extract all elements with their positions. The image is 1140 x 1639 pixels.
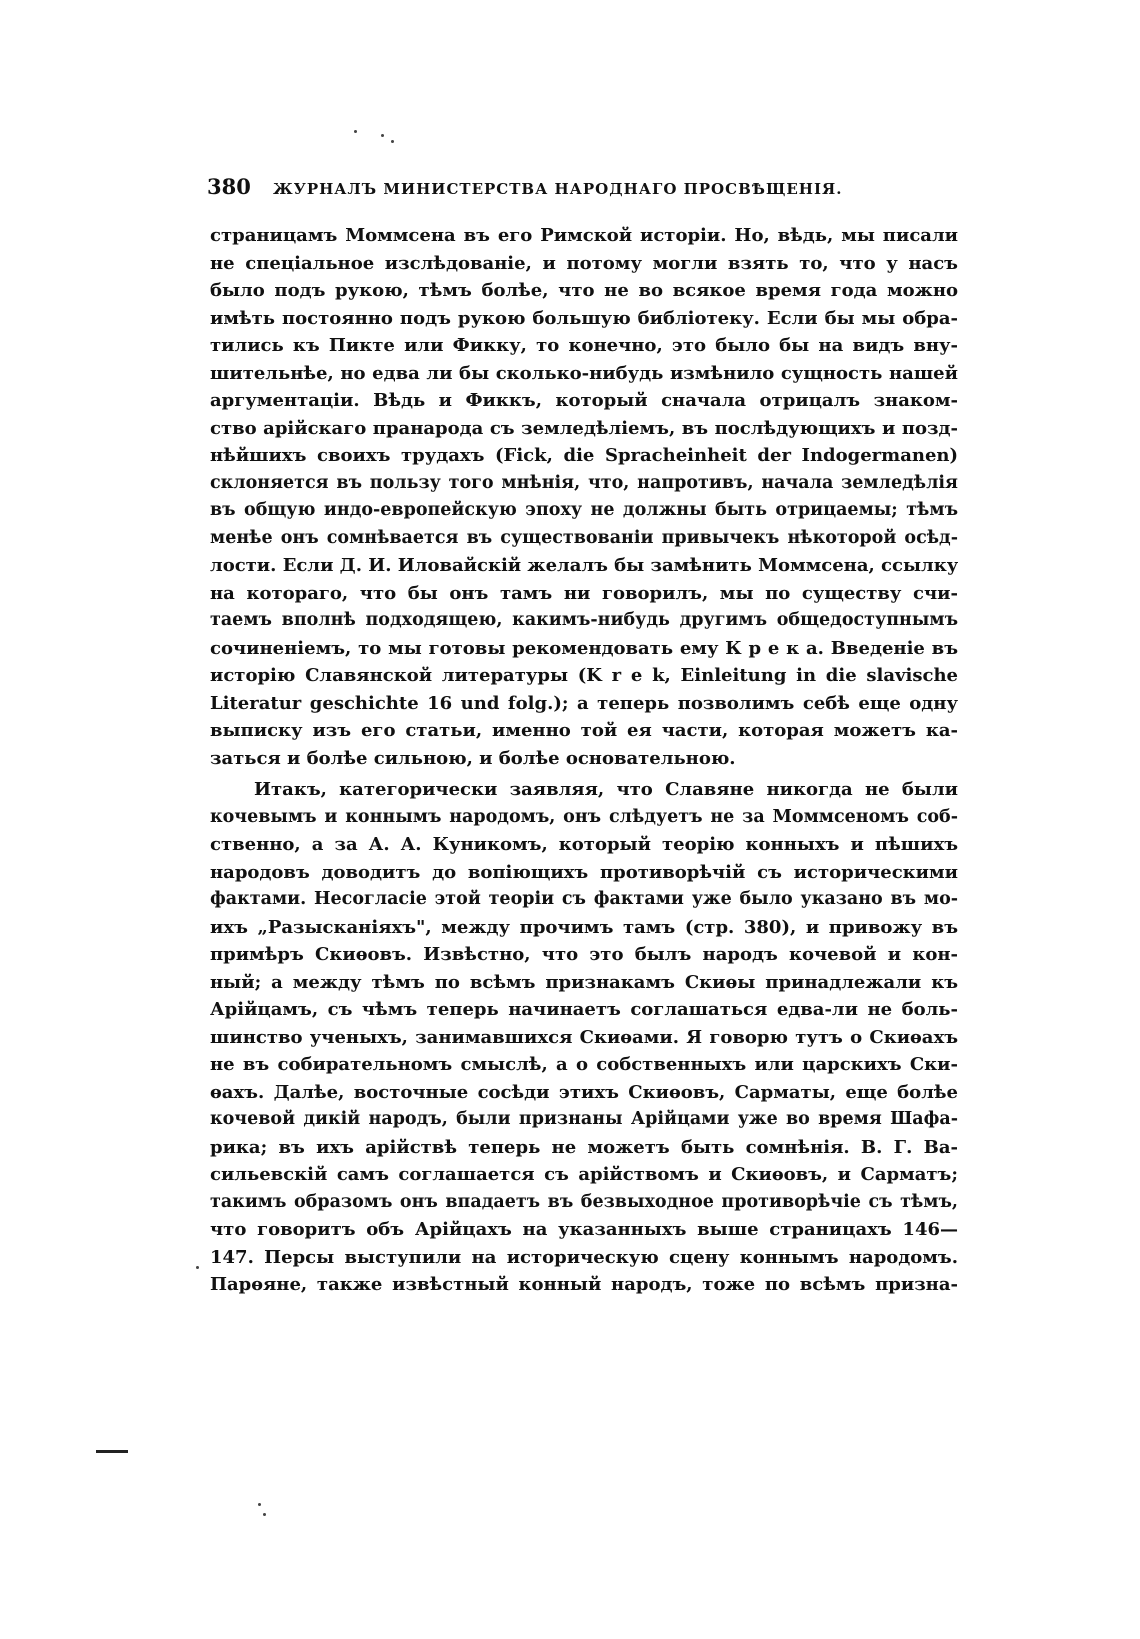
running-title: ЖУРНАЛЪ МИНИСТЕРСТВА НАРОДНАГО ПРОСВѢЩЕНІЯ.	[273, 180, 843, 198]
text-line: ный; а между тѣмъ по всѣмъ признакамъ Скиѳы принадлежали къ	[210, 971, 958, 993]
text-line: ство арійскаго пранарода съ земледѣліемъ, въ послѣдующихъ и позд-	[210, 417, 958, 439]
text-line: было подъ рукою, тѣмъ болѣе, что не во всякое время года можно	[210, 280, 958, 301]
text-line: рика; въ ихъ арійствѣ теперь не можетъ быть сомнѣнія. В. Г. Ва-	[210, 1136, 958, 1158]
text-line: менѣе онъ сомнѣвается въ существованіи привычекъ нѣкоторой осѣд-	[210, 527, 958, 548]
margin-dot	[196, 1266, 199, 1269]
text-line: что говоритъ объ Арійцахъ на указанныхъ выше страницахъ 146—	[210, 1219, 958, 1240]
text-line: Итакъ, категорически заявляя, что Славяне никогда не были	[254, 779, 958, 800]
text-line: страницамъ Моммсена въ его Римской исторіи. Но, вѣдь, мы писали	[210, 225, 958, 246]
text-line: кочевымъ и коннымъ народомъ, онъ слѣдуетъ не за Моммсеномъ соб-	[210, 806, 958, 827]
text-line: сочиненіемъ, то мы готовы рекомендовать ему К р е к а. Введеніе въ	[210, 637, 958, 659]
text-line: Парѳяне, также извѣстный конный народъ, тоже по всѣмъ призна-	[210, 1274, 958, 1295]
text-line: не въ собирательномъ смыслѣ, а о собственныхъ или царскихъ Ски-	[210, 1054, 958, 1075]
text-line: выписку изъ его статьи, именно той ея части, которая можетъ ка-	[210, 720, 958, 741]
scan-speck	[354, 130, 357, 133]
text-line: шительнѣе, но едва ли бы сколько-нибудь измѣнило сущность нашей	[210, 362, 958, 384]
text-line: исторію Славянской литературы (K r e k, Einleitung in die slavische	[210, 665, 958, 686]
text-line: ѳахъ. Далѣе, восточные сосѣди этихъ Скиѳовъ, Сарматы, еще болѣе	[210, 1081, 958, 1103]
scan-speck	[391, 140, 394, 143]
scan-speck	[258, 1503, 261, 1506]
text-line: кочевой дикій народъ, были признаны Арійцами уже во время Шафа-	[210, 1109, 958, 1129]
text-line: ственно, а за А. А. Куникомъ, который теорію конныхъ и пѣшихъ	[210, 834, 958, 855]
text-line: аргументаціи. Вѣдь и Фиккъ, который сначала отрицалъ знаком-	[210, 390, 958, 411]
text-line: такимъ образомъ онъ впадаетъ въ безвыходное противорѣчіе съ тѣмъ,	[210, 1191, 958, 1212]
text-line: Арійцамъ, съ чѣмъ теперь начинаетъ соглашаться едва-ли не боль-	[210, 999, 958, 1020]
text-line: не спеціальное изслѣдованіе, и потому могли взять то, что у насъ	[210, 252, 958, 274]
margin-mark	[96, 1450, 128, 1453]
text-line: ихъ „Разысканіяхъ", между прочимъ тамъ (стр. 380), и привожу въ	[210, 916, 958, 938]
text-line: нѣйшихъ своихъ трудахъ (Fick, die Spracheinheit der Indogermanen)	[210, 445, 958, 466]
page-number: 380	[207, 174, 251, 199]
text-line: таемъ вполнѣ подходящею, какимъ-нибудь другимъ общедоступнымъ	[210, 610, 958, 630]
body-text	[210, 222, 958, 1299]
text-line: лости. Если Д. И. Иловайскій желалъ бы замѣнить Моммсена, ссылку	[210, 555, 958, 576]
text-line: въ общую индо-европейскую эпоху не должны быть отрицаемы; тѣмъ	[210, 500, 958, 520]
scan-speck	[381, 134, 384, 137]
text-line: тились къ Пикте или Фикку, то конечно, это было бы на видъ вну-	[210, 335, 958, 356]
text-line: примѣръ Скиѳовъ. Извѣстно, что это былъ народъ кочевой и кон-	[210, 944, 958, 965]
text-line: на котораго, что бы онъ тамъ ни говорилъ, мы по существу счи-	[210, 582, 958, 604]
text-line: сильевскій самъ соглашается съ арійствомъ и Скиѳовъ, и Сарматъ;	[210, 1164, 958, 1185]
text-line: заться и болѣе сильною, и болѣе основательною.	[210, 747, 736, 769]
text-line: фактами. Несогласіе этой теоріи съ фактами уже было указано въ мо-	[210, 889, 958, 909]
page-header	[207, 174, 947, 204]
scan-speck	[263, 1513, 266, 1516]
text-line: 147. Персы выступили на историческую сцену коннымъ народомъ.	[210, 1246, 958, 1268]
text-line: народовъ доводитъ до вопіющихъ противорѣчій съ историческими	[210, 861, 958, 883]
text-line: Literatur geschichte 16 und folg.); а теперь позволимъ себѣ еще одну	[210, 692, 958, 714]
text-line: имѣть постоянно подъ рукою большую библіотеку. Если бы мы обра-	[210, 307, 958, 329]
text-line: склоняется въ пользу того мнѣнія, что, напротивъ, начала земледѣлія	[210, 472, 958, 493]
text-line: шинство ученыхъ, занимавшихся Скиѳами. Я говорю тутъ о Скиѳахъ	[210, 1026, 958, 1048]
